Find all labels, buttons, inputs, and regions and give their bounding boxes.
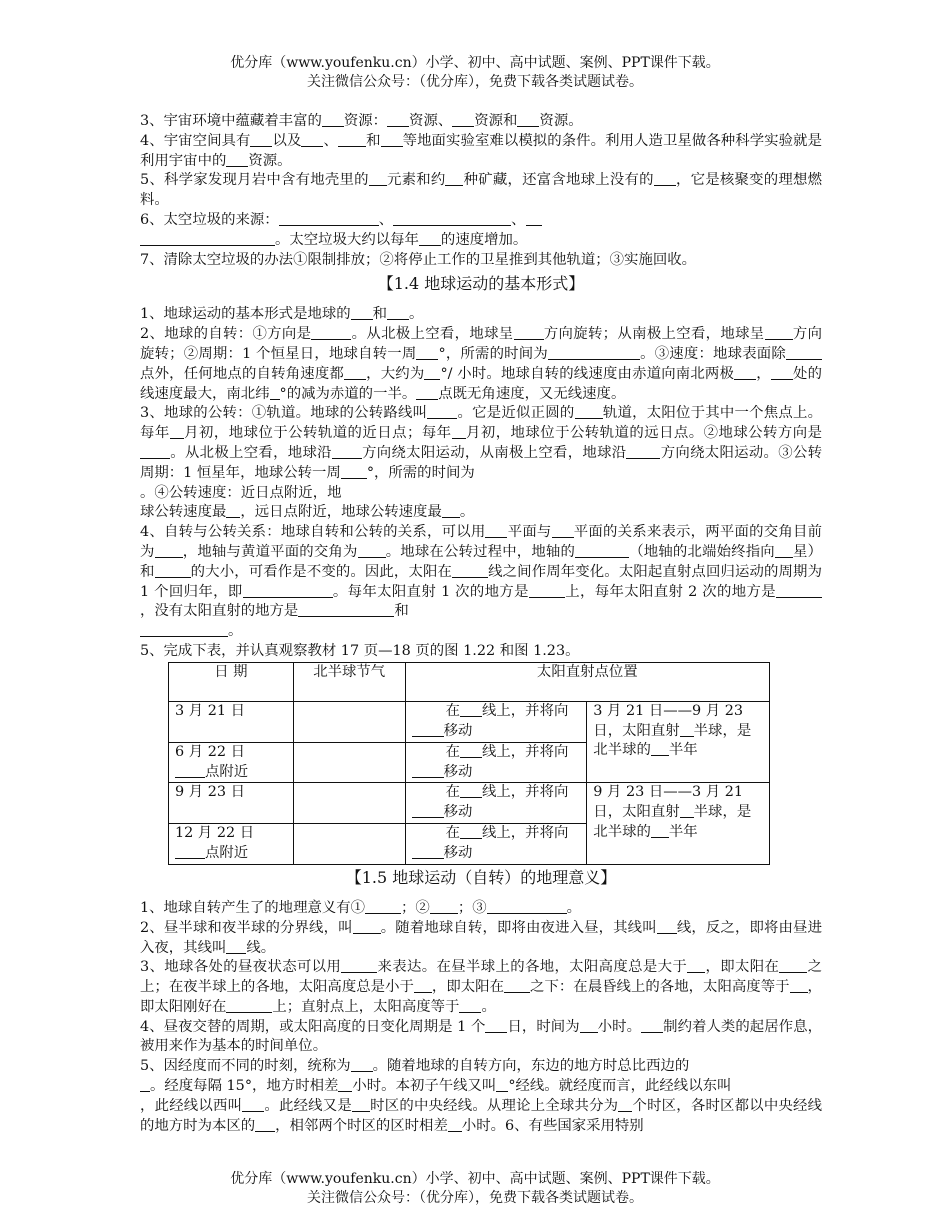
s15-question-3: 3、地球各处的昼夜状态可以用 来表达。在昼半球上的各地，太阳高度总是大于 ，即太阳在 之上；在夜半球上的各地，太阳高度总是小于 ，即太阳在 之下：在晨昏线上的各地，太阳高度等于 ，即太阳刚好在 上；直射点上，太阳高度等于 。 — [140, 959, 822, 1015]
table-cell-term — [293, 742, 405, 783]
table-cell-date: 9 月 23 日 — [169, 783, 294, 824]
table-cell-position: 在 线上，并将向移动 — [405, 824, 587, 865]
s15-question-5: 5、因经度而不同的时刻，统称为 。随着地球的自转方向，东边的地方时总比西边的 。经度每隔 15°，地方时相差 小时。本初子午线又叫 °经线。就经度而言，此经线以东叫 ，此经线以西叫 。此经线又是 时区的中央经线。从理论上全球共分为 个时区，各时区都以中央经线的地方时为本区的 ，相邻两个时区的区时相差 小时。6、有些国家采用特别 — [140, 1058, 822, 1134]
s13-question-5: 5、科学家发现月岩中含有地壳里的 元素和约 种矿藏，还富含地球上没有的 ，它是核聚变的理想燃料。 — [140, 172, 822, 209]
table-cell-summary-1: 3 月 21 日——9 月 23 日，太阳直射 半球，是北半球的 半年 — [587, 701, 770, 783]
table-cell-date: 6 月 22 日 点附近 — [169, 742, 294, 783]
s14-question-4: 4、自转与公转关系：地球自转和公转的关系，可以用 平面与 平面的关系来表示，两平面的交角目前为 ，地轴与黄道平面的交角为 。地球在公转过程中，地轴的 （地轴的北端始终指向 星）和 的大小，可看作是不变的。因此，太阳在 线之间作周年变化。太阳起直射点回归运动的周期为 1 个回归年，即 。每年太阳直射 1 次的地方是 上，每年太阳直射 2 次的地方是，没有太阳直射的地方是 和 。 — [140, 524, 822, 640]
section-title-1-5: 【1.5 地球运动（自转）的地理意义】 — [345, 867, 617, 887]
s14-question-2: 2、地球的自转：①方向是 。从北极上空看，地球呈 方向旋转；从南极上空看，地球呈 方向旋转；②周期：1 个恒星日，地球自转一周 °，所需的时间为 。③速度：地球表面除点外，任何地点的自转角速度都 ，大约为 °/ 小时。地球自转的线速度由赤道向南北两极 ， 处的线速度最大，南北纬 °的减为赤道的一半。 点既无角速度，又无线速度。 — [140, 326, 822, 402]
table-cell-position: 在 线上，并将向移动 — [405, 783, 587, 824]
table-cell-term — [293, 783, 405, 824]
s13-question-7: 7、清除太空垃圾的办法①限制排放；②将停止工作的卫星推到其他轨道；③实施回收。 — [140, 251, 697, 268]
table-header-row — [169, 662, 770, 701]
table-cell-term — [293, 701, 405, 742]
s15-question-4: 4、昼夜交替的周期，或太阳高度的日变化周期是 1 个 日，时间为 小时。 制约着人类的起居作息，被用来作为基本的时间单位。 — [140, 1018, 822, 1055]
table-cell-position: 在 线上，并将向移动 — [405, 701, 587, 742]
section-title-1-4: 【1.4 地球运动的基本形式】 — [377, 274, 585, 294]
table-cell-date: 12 月 22 日 点附近 — [169, 824, 294, 865]
header-line-2: 关注微信公众号：（优分库），免费下载各类试题试卷。 — [307, 74, 643, 90]
s14-question-5: 5、完成下表，并认真观察教材 17 页—18 页的图 1.22 和图 1.23。 — [140, 642, 580, 659]
document-body — [140, 112, 822, 1136]
footer-line-1: 优分库（www.youfenku.cn）小学、初中、高中试题、案例、PPT课件下载。 — [230, 1171, 720, 1187]
table-header-cell: 太阳直射点位置 — [405, 662, 769, 701]
s15-question-2: 2、昼半球和夜半球的分界线，叫 。随着地球自转，即将由夜进入昼，其线叫 线，反之，即将由昼进入夜，其线叫 线。 — [140, 919, 822, 956]
page-header — [0, 54, 950, 92]
page-footer — [0, 1170, 950, 1208]
table-header-cell: 北半球节气 — [293, 662, 405, 701]
table-cell-term — [293, 824, 405, 865]
s13-question-4: 4、宇宙空间具有 以及 、 和 等地面实验室难以模拟的条件。利用人造卫星做各种科学实验就是利用宇宙中的 资源。 — [140, 132, 822, 169]
s14-question-3: 3、地球的公转：①轨道。地球的公转路线叫 。它是近似正圆的 轨道，太阳位于其中一个焦点上。每年 月初，地球位于公转轨道的近日点；每年 月初，地球位于公转轨道的远日点。②地球公转方向是。从北极上空看，地球沿 方向绕太阳运动，从南极上空看，地球沿 方向绕太阳运动。③公转周期：1 恒星年，地球公转一周 °，所需的时间为 。④公转速度：近日点附近，地 球公转速度最 ，远日点附近，地球公转速度最 。 — [140, 405, 822, 521]
footer-line-2: 关注微信公众号：（优分库），免费下载各类试题试卷。 — [307, 1190, 643, 1206]
s13-question-3: 3、宇宙环境中蕴藏着丰富的 资源： 资源、 资源和 资源。 — [140, 113, 583, 129]
table-cell-position: 在 线上，并将向移动 — [405, 742, 587, 783]
s13-question-6: 6、太空垃圾的来源： 、 、 。太空垃圾大约以每年 的速度增加。 — [140, 211, 822, 251]
table-row — [169, 701, 770, 742]
s14-question-1: 1、地球运动的基本形式是地球的 和 。 — [140, 306, 424, 323]
header-line-1: 优分库（www.youfenku.cn）小学、初中、高中试题、案例、PPT课件下载。 — [230, 55, 720, 71]
s15-question-1: 1、地球自转产生了的地理意义有① ；② ；③ 。 — [140, 899, 582, 916]
table-cell-summary-2: 9 月 23 日——3 月 21 日，太阳直射 半球，是北半球的 半年 — [587, 783, 770, 865]
table-header-cell: 日 期 — [169, 662, 294, 701]
table-cell-date: 3 月 21 日 — [169, 701, 294, 742]
solar-position-table — [168, 662, 770, 865]
table-row — [169, 783, 770, 824]
